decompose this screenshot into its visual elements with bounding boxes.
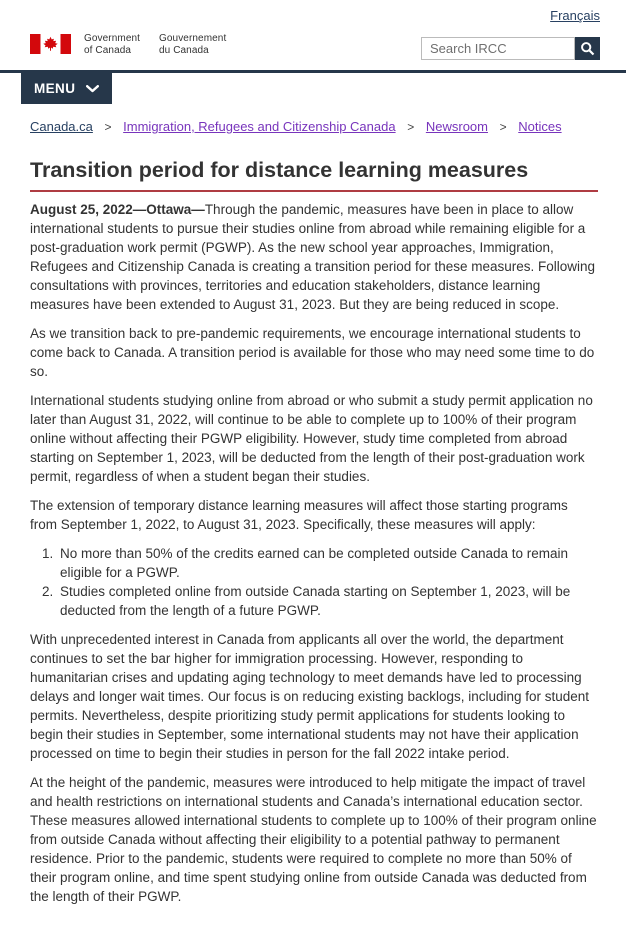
breadcrumb-separator: > [499,120,507,134]
signature-text-en: Government of Canada [84,33,141,56]
menu-button[interactable] [21,73,112,104]
measures-list [30,544,598,620]
language-row [30,7,600,25]
dateline-bold: August 25, 2022—Ottawa— [30,201,205,217]
menu-label: MENU [34,81,76,96]
paragraph: International students studying online from abroad or who submit a study permit application no later than August 31, 2022, will continue to be able to complete up to 100% of their program online without affecting their PGWP eligibility. However, study time completed from abroad starting on September 1, 2023, will be deducted from the length of their post-graduation work permit, regardless of when a student began their studies. [30,392,593,484]
paragraph: At the height of the pandemic, measures were introduced to help mitigate the impact of travel and health restrictions on international students and Canada’s international education sector. These measures allowed international students to complete up to 100% of their program online from outside Canada without affecting their eligibility to a potential pathway to permanent residence. Prior to the pandemic, students were required to complete no more than 50% of their program online, and time spent studying online from outside Canada was deducted from the length of their PGWP. [30,774,597,904]
search-icon [580,41,595,56]
breadcrumb-separator: > [407,120,415,134]
breadcrumb [30,119,596,134]
breadcrumb-separator: > [104,120,112,134]
search-input[interactable] [421,37,575,60]
breadcrumb-link-canada-ca[interactable]: Canada.ca [30,119,93,134]
list-item: 2. Studies completed online from outside Canada starting on September 1, 2023, will be deducted from the length of a future PGWP. [57,582,598,620]
search-form [421,37,600,60]
paragraph: As we transition back to pre-pandemic requirements, we encourage international students to come back to Canada. A transition period is available for those who may need some time to do so. [30,325,595,379]
paragraph: The extension of temporary distance learning measures will affect those starting programs from September 1, 2022, to August 31, 2023. Specifically, these measures will apply: [30,497,568,532]
article [30,158,598,906]
chevron-down-icon [86,85,99,93]
paragraph-dateline [30,200,598,314]
goc-signature-link[interactable] [30,33,231,57]
breadcrumb-link-ircc[interactable]: Immigration, Refugees and Citizenship Canada [123,119,396,134]
list-item: 1. No more than 50% of the credits earned can be completed outside Canada to remain eligible for a PGWP. [57,544,598,582]
header [0,0,626,70]
breadcrumb-link-notices[interactable]: Notices [518,119,562,134]
canada-flag-icon [30,34,71,54]
search-button[interactable] [575,37,600,60]
page-title: Transition period for distance learning measures [30,158,598,192]
signature-text-fr: Gouvernement du Canada [159,33,227,56]
header-main [30,28,600,60]
paragraph-text: Through the pandemic, measures have been in place to allow international students to pursue their studies online from abroad while remaining eligible for a post-graduation work permit (PGWP). As the new school year approaches, Immigration, Refugees and Citizenship Canada is creating a transition period for these measures. Following consultations with provinces, territories and education stakeholders, distance learning measures have been extended to August 31, 2023. But they are being reduced in scope. [30,201,596,312]
menu-band [0,70,626,104]
paragraph: With unprecedented interest in Canada from applicants all over the world, the department continues to set the bar higher for immigration processing. However, responding to humanitarian crises and updating aging technology to meet demands have led to processing delays and longer wait times. Our focus is on reducing existing backlogs, including for student permits. Nevertheless, despite prioritizing study permit applications for students looking to begin their studies in September, some international students may not have their application processed on time to begin their studies in person for the fall 2022 intake period. [30,631,590,761]
language-toggle-link[interactable]: Français [550,8,600,23]
breadcrumb-link-newsroom[interactable]: Newsroom [425,119,488,134]
